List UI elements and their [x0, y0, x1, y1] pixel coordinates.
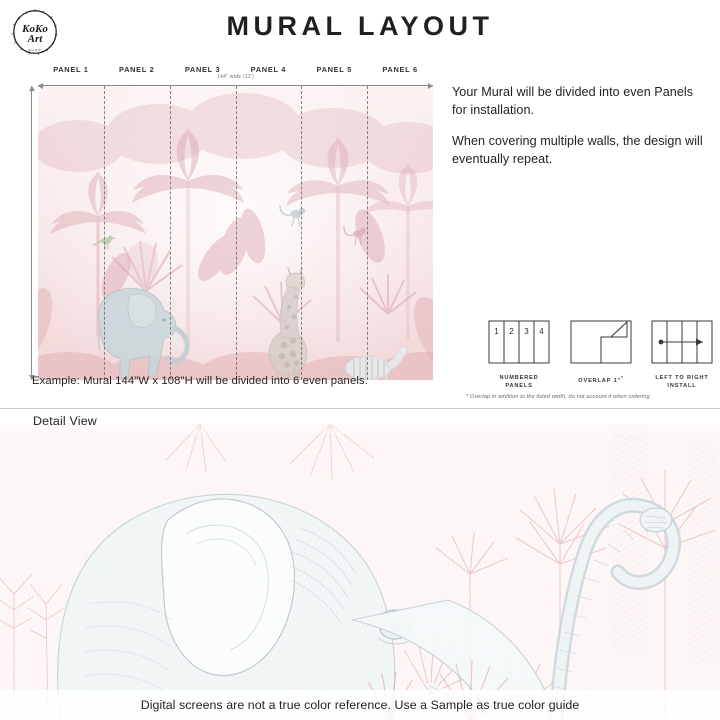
logo-text-shop: SHOP [28, 48, 42, 52]
overlap-caption [570, 374, 632, 385]
overlap-caption-text: OVERLAP 1" [578, 377, 622, 384]
section-divider [0, 408, 720, 409]
info-paragraph-1: Your Mural will be divided into even Panels for installation. [452, 85, 694, 117]
numbered-panels-block [488, 320, 550, 391]
overlap-block [570, 320, 632, 385]
color-disclaimer: Digital screens are not a true color reference. Use a Sample as true color guide [0, 690, 720, 720]
install-direction-caption [651, 374, 713, 391]
svg-text:3: 3 [524, 327, 529, 336]
detail-view-image [0, 424, 720, 720]
install-caption-line2: INSTALL [667, 383, 697, 390]
width-dimension-arrow [38, 85, 433, 86]
left-to-right-install-icon [651, 320, 713, 364]
instruction-icons [488, 320, 710, 388]
height-dimension-arrow [31, 86, 32, 380]
panel-label: PANEL 1 [53, 65, 89, 74]
info-paragraph-2: When covering multiple walls, the design will eventually repeat. [452, 133, 703, 166]
panel-label: PANEL 4 [250, 65, 287, 74]
overlap-footnote: * Overlap in addition to the listed width, do not account it when ordering [466, 394, 650, 400]
example-caption: Example: Mural 144"W x 108"H will be divided into 6 even panels. [32, 375, 368, 387]
panel-label: PANEL 3 [184, 65, 221, 74]
width-dimension-label: 144" wide (12') [216, 74, 255, 80]
panel-label: PANEL 2 [119, 65, 155, 74]
panel-label: PANEL 5 [316, 65, 352, 74]
detail-view-label: Detail View [33, 414, 97, 428]
panel-label: PANEL 6 [382, 65, 418, 74]
svg-text:1: 1 [494, 327, 499, 336]
page-title: MURAL LAYOUT [226, 11, 494, 41]
info-text-block [452, 84, 708, 182]
install-caption-line1: LEFT TO RIGHT [655, 375, 709, 381]
svg-text:2: 2 [509, 327, 514, 336]
numbered-panels-caption: NUMBERED PANELS [499, 375, 539, 390]
numbered-panels-icon [488, 320, 550, 364]
install-direction-block [651, 320, 713, 391]
logo-text-art: Art [27, 33, 43, 45]
logo-text-koko: KoKo [22, 23, 48, 35]
mural-preview [38, 86, 433, 380]
svg-text:4: 4 [539, 327, 544, 336]
overlap-icon [570, 320, 632, 364]
overlap-superscript: * [621, 375, 624, 380]
